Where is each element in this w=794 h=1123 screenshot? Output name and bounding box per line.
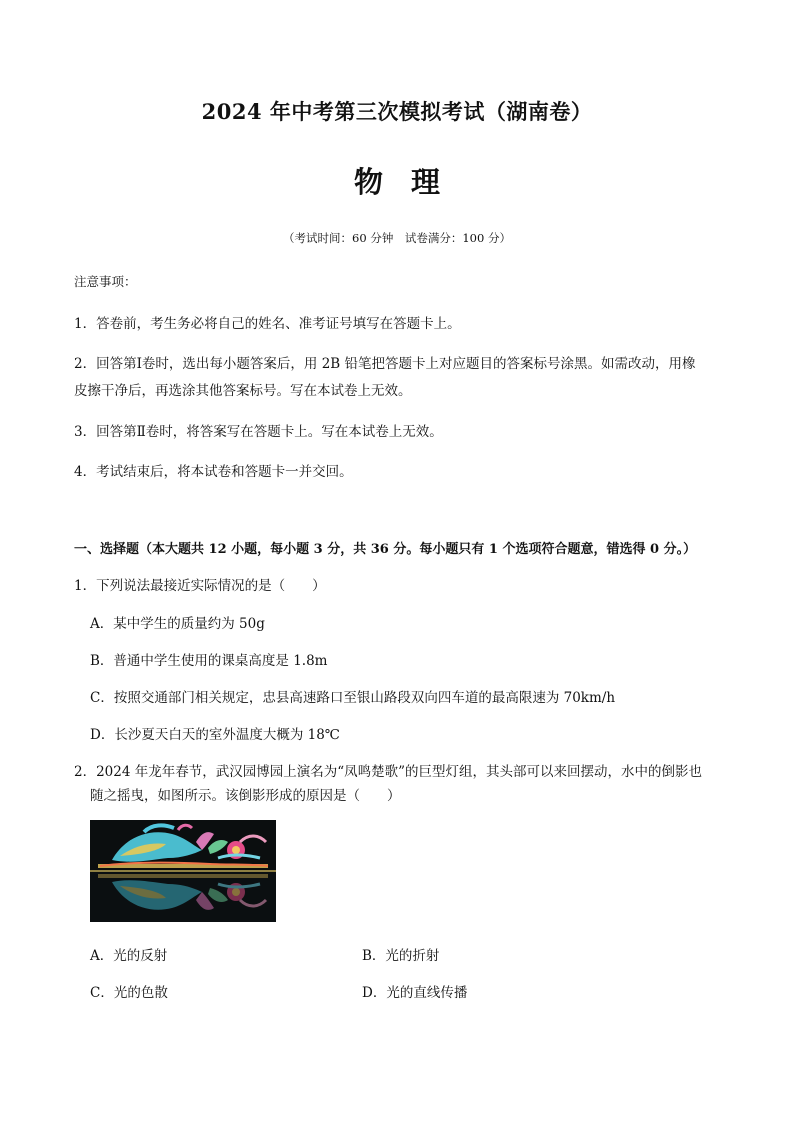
question-2-option-a: A．光的反射 [90, 948, 168, 964]
question-1-option-c: C．按照交通部门相关规定，忠县高速路口至银山路段双向四车道的最高限速为 70km/h [90, 690, 616, 706]
section-heading: 一、选择题（本大题共 12 小题，每小题 3 分，共 36 分。每小题只有 1 个选项符合题意，错选得 0 分。） [74, 542, 697, 557]
exam-title: 2024 年中考第三次模拟考试（湖南卷） [201, 99, 593, 124]
exam-info: （考试时间：60 分钟 试卷满分：100 分） [283, 231, 511, 245]
question-1-option-d: D．长沙夏天白天的室外温度大概为 18℃ [90, 727, 340, 743]
question-2-stem-line-1: 2．2024 年龙年春节，武汉园博园上演名为“凤鸣楚歌”的巨型灯组，其头部可以来回摆动，水中的倒影也 [74, 764, 703, 780]
note-item-2: 2．回答第Ⅰ卷时，选出每小题答案后，用 2B 铅笔把答题卡上对应题目的答案标号涂黑。如需改动，用橡 [74, 356, 696, 372]
note-item-1: 1．答卷前，考生务必将自己的姓名、准考证号填写在答题卡上。 [74, 316, 461, 332]
note-item-4: 4．考试结束后，将本试卷和答题卡一并交回。 [74, 464, 353, 480]
subject-title: 物理 [353, 165, 468, 199]
question-1-option-a: A．某中学生的质量约为 50g [90, 616, 265, 632]
question-2-option-b: B．光的折射 [362, 948, 440, 964]
note-item-3: 3．回答第Ⅱ卷时，将答案写在答题卡上。写在本试卷上无效。 [74, 424, 443, 440]
question-1-stem: 1．下列说法最接近实际情况的是（ ） [74, 578, 326, 594]
notes-heading: 注意事项： [74, 274, 137, 289]
lantern-reflection-photo [90, 820, 276, 922]
question-1-option-b: B．普通中学生使用的课桌高度是 1.8m [90, 653, 328, 669]
question-2-option-c: C．光的色散 [90, 985, 168, 1001]
question-2-stem-line-2: 随之摇曳，如图所示。该倒影形成的原因是（ ） [90, 788, 401, 804]
note-item-2-continued: 皮擦干净后，再选涂其他答案标号。写在本试卷上无效。 [74, 383, 412, 399]
lantern-reflection-illustration [90, 820, 276, 922]
question-2-option-d: D．光的直线传播 [362, 985, 468, 1001]
